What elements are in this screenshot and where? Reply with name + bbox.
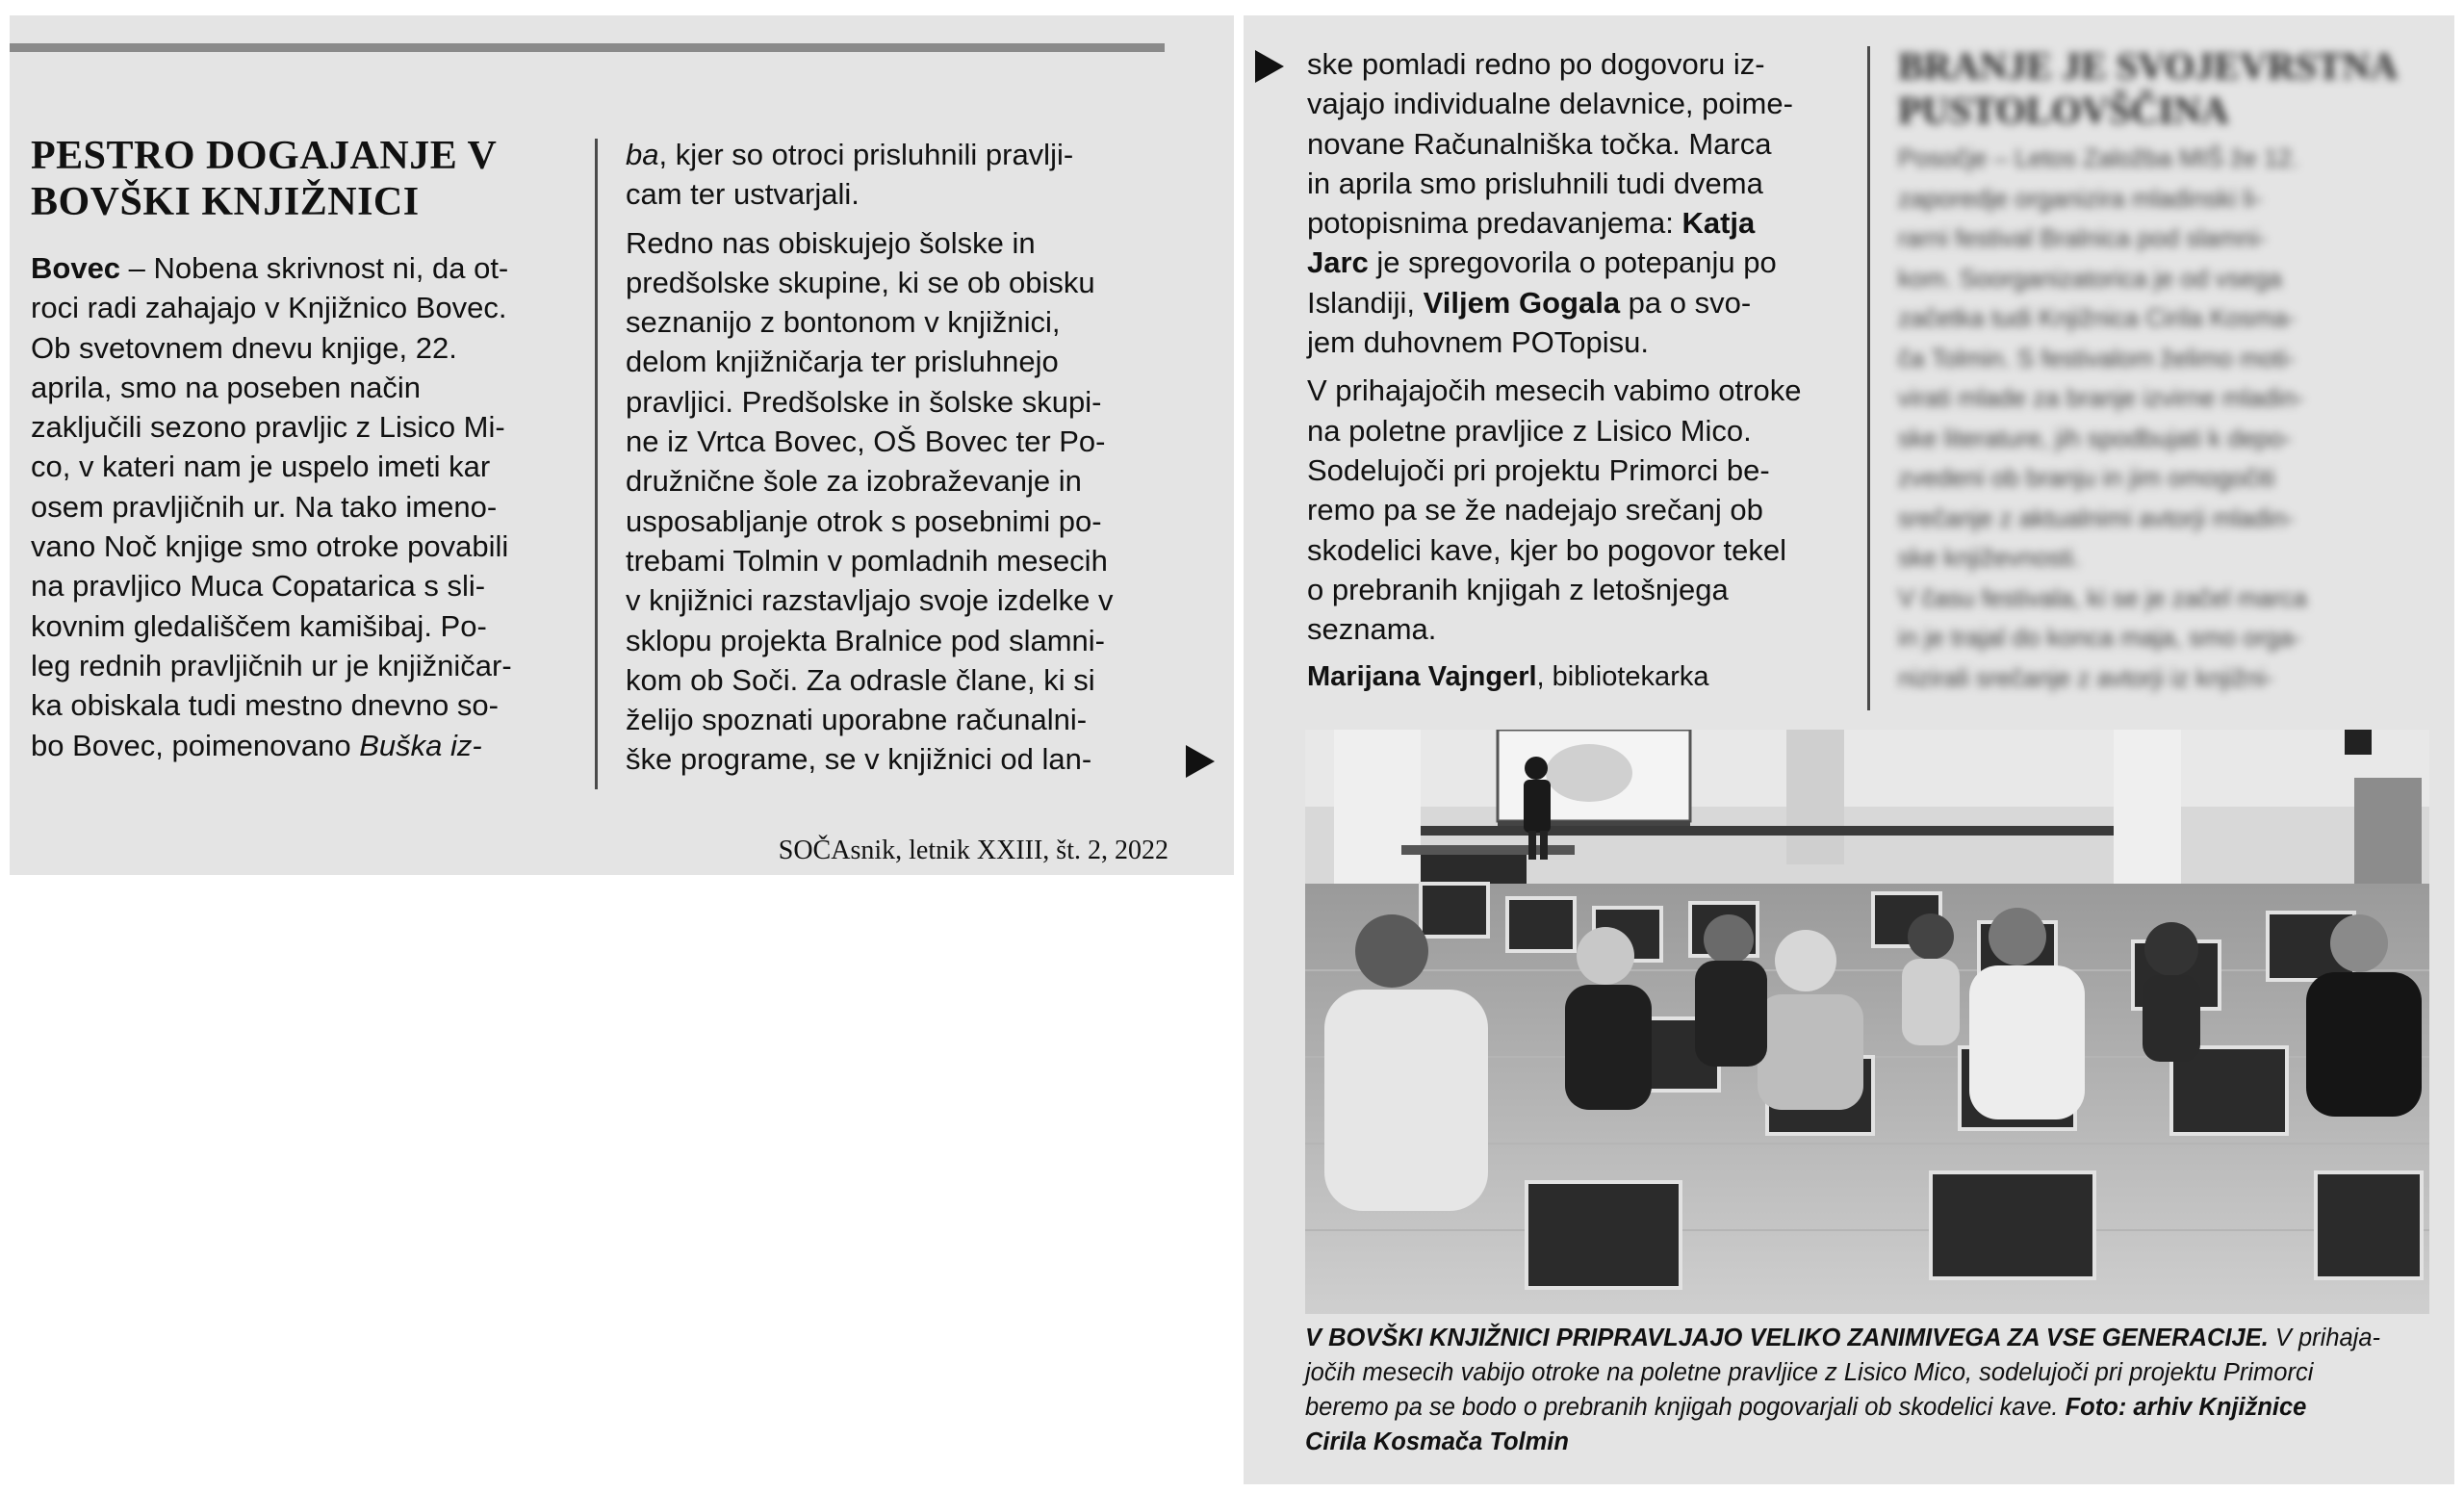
col3-line: skodelici kave, kjer bo pogovor tekel [1307,532,1786,567]
top-rule [10,43,1165,52]
blurred-neighbor-article [1898,44,2418,698]
col2-italic-start: ba [626,138,659,171]
col3-line: ske pomladi redno po dogovoru iz- [1307,47,1765,81]
col2-line: ške programe, se v knjižnici od lan- [626,742,1092,777]
blurred-headline: BRANJE JE SVOJEVRSTNA PUSTOLOVŠČINA [1898,44,2399,132]
col1-line: bo Bovec, poimenovano [31,728,360,762]
col3-line: remo pa se že nadejajo srečanj ob [1307,493,1763,527]
article-photo [1305,730,2429,1314]
col1-line: na pravljico Muca Copatarica s sli- [31,569,486,604]
col1-line: Ob svetovnem dnevu knjige, 22. [31,330,457,365]
col2-line: trebami Tolmin v pomladnih mesecih [626,543,1108,578]
photo-credit: Cirila Kosmača Tolmin [1305,1428,1569,1455]
col3-line: o prebranih knjigah z letošnjega [1307,572,1729,606]
col3-line: V prihajajočih mesecih vabimo otroke [1307,373,1802,408]
col2-line: usposabljanje otrok s posebnimi po- [626,503,1102,538]
col3-line: Islandiji, [1307,285,1424,320]
col2-line: sklopu projekta Bralnice pod slamni- [626,623,1105,657]
col3-line: novane Računalniška točka. Marca [1307,126,1772,161]
column-divider [1867,46,1870,710]
col2-line: predšolske skupine, ki se ob obisku [626,265,1095,299]
col2-line: kom ob Soči. Za odrasle člane, ki si [626,662,1095,697]
col1-line: osem pravljičnih ur. Na tako imeno- [31,489,498,524]
author-role: , bibliotekarka [1536,661,1709,693]
col1-line: ka obiskala tudi mestno dnevno so- [31,688,499,723]
col2-line: cam ter ustvarjali. [626,177,860,212]
library-event-photo [1305,730,2429,1314]
photo-credit: Foto: arhiv Knjižnice [2065,1394,2307,1421]
speaker-name: Jarc [1307,245,1369,280]
speaker-name: Viljem Gogala [1423,285,1621,320]
col3-line: je spregovorila o potepanju po [1368,245,1777,280]
author-name: Marijana Vajngerl [1307,661,1537,693]
blurred-text: Posočje – Letos Založba MIŠ že 12. zaporedje organizira mladinski li- rarni festival Bralnica pod slamni- kom. Soorganizatorica je od vsega začetka tudi Knjižnica Cirila Kosma- ča Tolmin. S festivalom želimo moti- virati mlade za branje izvirne mladin- ske literature, jih spodbujati k depo- zvedeni ob branju in jim omogočiti srečanje z aktualnimi avtorji mladin- ske književnosti. V času festivala, ki se je začel marca in je trajal do konca maja, smo orga- nizirali srečanje z avtorji iz knjižni- [1898,143,2307,692]
caption-title: V BOVŠKI KNJIŽNICI PRIPRAVLJAJO VELIKO ZANIMIVEGA ZA VSE GENERACIJE. [1305,1325,2269,1351]
col3-line: pa o svo- [1620,285,1752,320]
column-divider [595,139,598,789]
col1-line: vano Noč knjige smo otroke povabili [31,529,509,564]
col1-line: kovnim gledališčem kamišibaj. Po- [31,608,487,643]
col1-line: zaključili sezono pravljic z Lisico Mi- [31,410,505,445]
article-panel-left [10,15,1234,875]
col1-line: leg rednih pravljičnih ur je knjižničar- [31,648,512,682]
col1-italic-end: Buška iz- [359,728,482,762]
col2-line: Redno nas obiskujejo šolske in [626,225,1036,260]
dateline: Bovec [31,251,121,285]
continued-arrow-icon [1255,50,1284,83]
col3-line: vajajo individualne delavnice, poime- [1307,87,1793,121]
col3-line: seznama. [1307,612,1437,647]
col2-line: , kjer so otroci prisluhnili pravlji- [658,138,1074,171]
col3-line: jem duhovnem POTopisu. [1307,325,1649,360]
col1-line: roci radi zahajajo v Knjižnico Bovec. [31,291,507,325]
col2-line: pravljici. Predšolske in šolske skupi- [626,384,1102,419]
article-column-1 [31,248,589,765]
col2-line: delom knjižničarja ter prisluhnejo [626,345,1059,379]
col2-line: seznanijo z bontonom v knjižnici, [626,305,1061,340]
speaker-name: Katja [1681,206,1756,241]
source-line: SOČAsnik, letnik XXIII, št. 2, 2022 [778,836,1168,865]
caption-text: V prihaja- [2268,1325,2381,1351]
caption-text: jočih mesecih vabijo otroke na poletne pravljice z Lisico Mico, sodelujoči pri projektu Primorci [1305,1359,2314,1386]
col3-line: Sodelujoči pri projektu Primorci be- [1307,452,1770,487]
col1-line: aprila, smo na poseben način [31,370,421,404]
col1-line-0: – Nobena skrivnost ni, da ot- [120,251,509,285]
col3-line: potopisnima predavanjema: [1307,206,1682,241]
col3-line: in aprila smo prisluhnili tudi dvema [1307,166,1763,200]
article-column-2 [626,135,1194,780]
col2-line: želijo spoznati uporabne računalni- [626,703,1088,737]
photo-caption [1305,1321,2436,1459]
col2-line: v knjižnici razstavljajo svoje izdelke v [626,583,1114,618]
article-column-3 [1307,44,1846,698]
col2-line: družnične šole za izobraževanje in [626,464,1082,499]
caption-text: beremo pa se bodo o prebranih knjigah pogovarjali ob skodelici kave. [1305,1394,2066,1421]
col1-line: co, v kateri nam je uspelo imeti kar [31,450,491,484]
continue-arrow-icon [1186,745,1215,778]
col2-line: ne iz Vrtca Bovec, OŠ Bovec ter Po- [626,424,1106,459]
col3-line: na poletne pravljice z Lisico Mico. [1307,413,1752,448]
article-headline: PESTRO DOGAJANJE V BOVŠKI KNJIŽNICI [31,134,498,224]
